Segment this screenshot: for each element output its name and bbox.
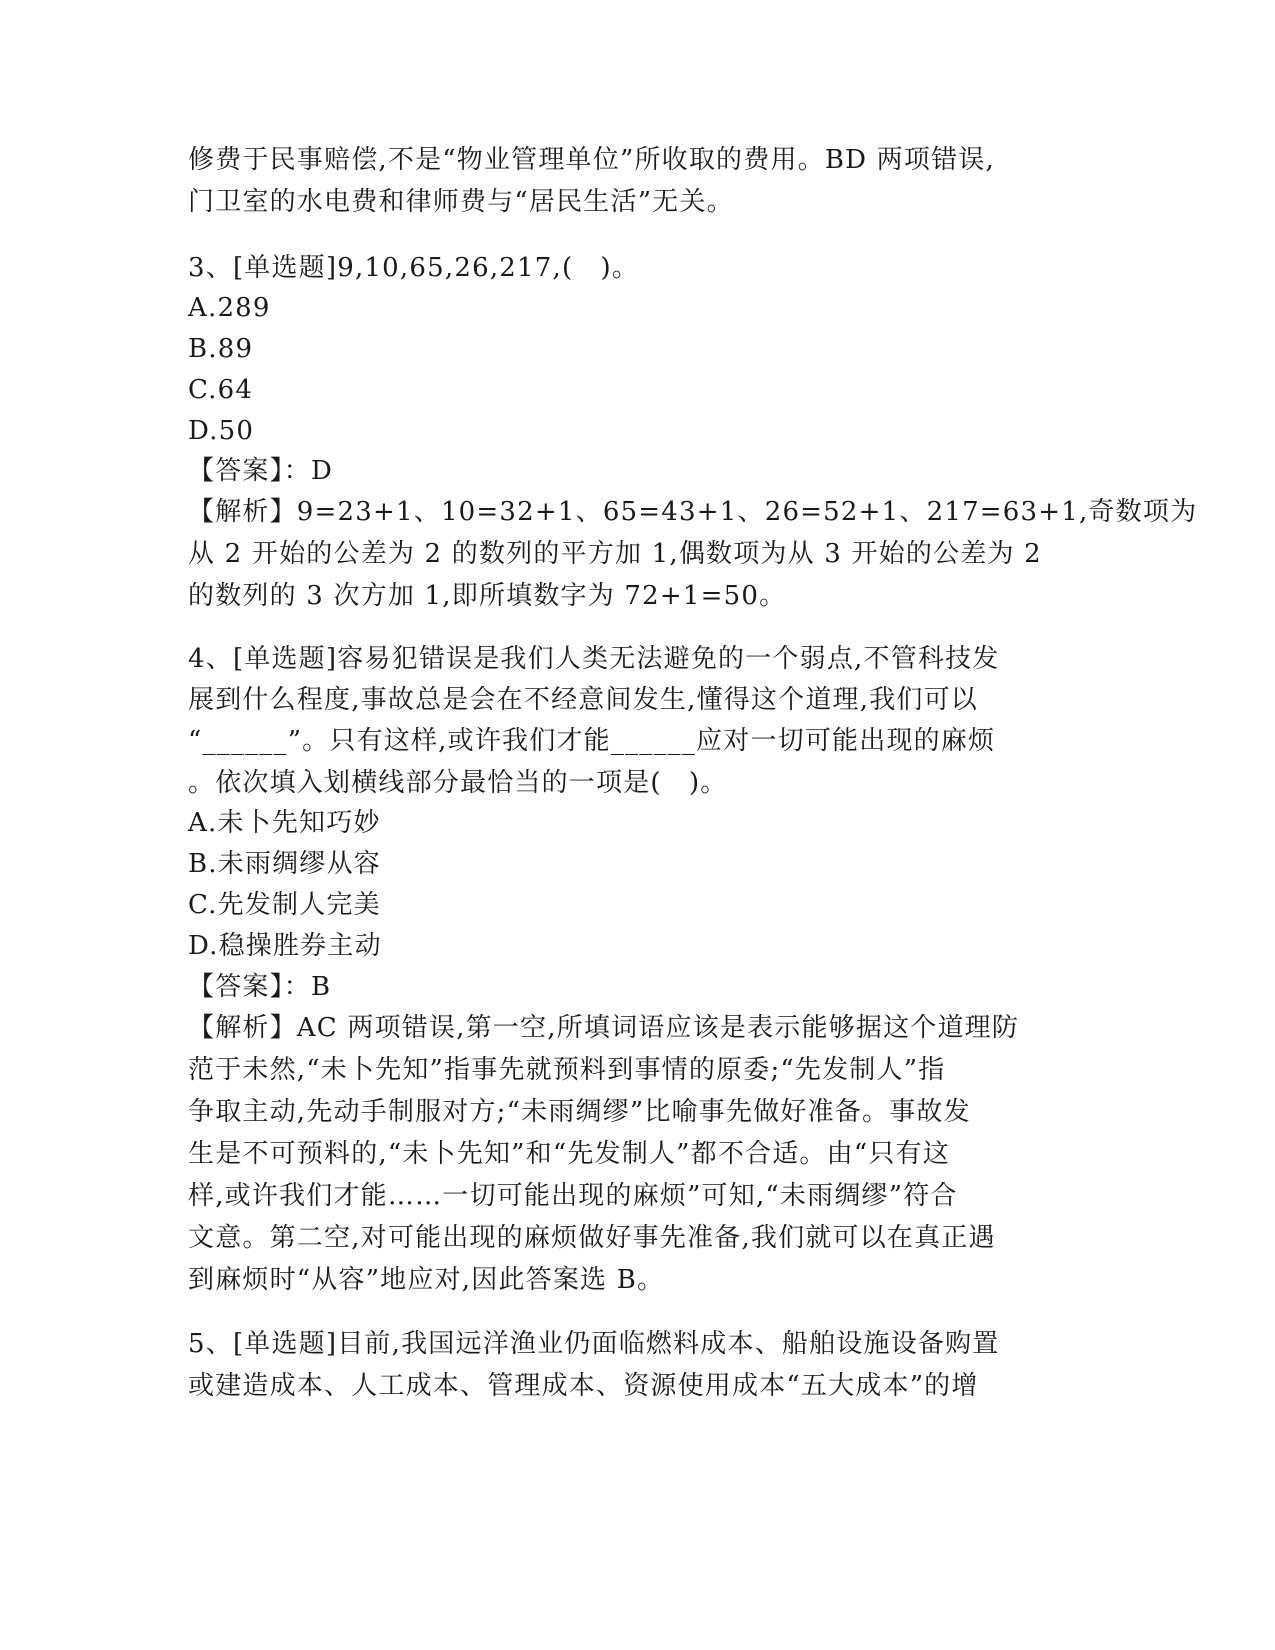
q4-stem-line: 。依次填入划横线部分最恰当的一项是( )。 xyxy=(188,768,728,798)
q4-answer: 【答案】：B xyxy=(188,972,332,1002)
q3-option-c: C.64 xyxy=(188,375,254,405)
q5-stem-line: 5、[单选题]目前,我国远洋渔业仍面临燃料成本、船舶设施设备购置 xyxy=(188,1329,1000,1359)
q4-stem-line: 4、[单选题]容易犯错误是我们人类无法避免的一个弱点,不管科技发 xyxy=(188,644,1000,674)
q3-analysis-line: 从 2 开始的公差为 2 的数列的平方加 1,偶数项为从 3 开始的公差为 2 xyxy=(188,539,1042,569)
q4-option-d: D.稳操胜券主动 xyxy=(188,931,382,961)
q4-analysis-line: 到麻烦时“从容”地应对,因此答案选 B。 xyxy=(188,1265,665,1295)
q4-stem-line: 展到什么程度,事故总是会在不经意间发生,懂得这个道理,我们可以 xyxy=(188,685,978,715)
q5-stem-line: 或建造成本、人工成本、管理成本、资源使用成本“五大成本”的增 xyxy=(188,1371,979,1401)
continuation-line: 门卫室的水电费和律师费与“居民生活”无关。 xyxy=(188,187,734,217)
q3-analysis-line: 的数列的 3 次方加 1,即所填数字为 72+1=50。 xyxy=(188,581,787,611)
continuation-line: 修费于民事赔偿,不是“物业管理单位”所收取的费用。BD 两项错误, xyxy=(188,145,995,175)
q3-option-a: A.289 xyxy=(188,293,271,323)
q4-option-b: B.未雨绸缪从容 xyxy=(188,849,381,879)
q4-analysis-line: 样,或许我们才能……一切可能出现的麻烦”可知,“未雨绸缪”符合 xyxy=(188,1181,958,1211)
q4-analysis-line: 文意。第二空,对可能出现的麻烦做好事先准备,我们就可以在真正遇 xyxy=(188,1223,996,1253)
q4-analysis-line: 争取主动,先动手制服对方;“未雨绸缪”比喻事先做好准备。事故发 xyxy=(188,1097,971,1127)
q4-stem-line: “______”。只有这样,或许我们才能______应对一切可能出现的麻烦 xyxy=(188,726,996,756)
q3-answer: 【答案】：D xyxy=(188,456,334,486)
q3-analysis-line: 【解析】9=23+1、10=32+1、65=43+1、26=52+1、217=63+1,奇数项为 xyxy=(188,497,1198,527)
q4-analysis-line: 生是不可预料的,“未卜先知”和“先发制人”都不合适。由“只有这 xyxy=(188,1139,950,1169)
q3-option-b: B.89 xyxy=(188,334,254,364)
q3-option-d: D.50 xyxy=(188,416,255,446)
q3-stem: 3、[单选题]9,10,65,26,217,( )。 xyxy=(188,253,640,283)
q4-option-a: A.未卜先知巧妙 xyxy=(188,808,381,838)
q4-option-c: C.先发制人完美 xyxy=(188,890,381,920)
q4-analysis-line: 范于未然,“未卜先知”指事先就预料到事情的原委;“先发制人”指 xyxy=(188,1055,946,1085)
q4-analysis-line: 【解析】AC 两项错误,第一空,所填词语应该是表示能够据这个道理防 xyxy=(188,1013,1020,1043)
